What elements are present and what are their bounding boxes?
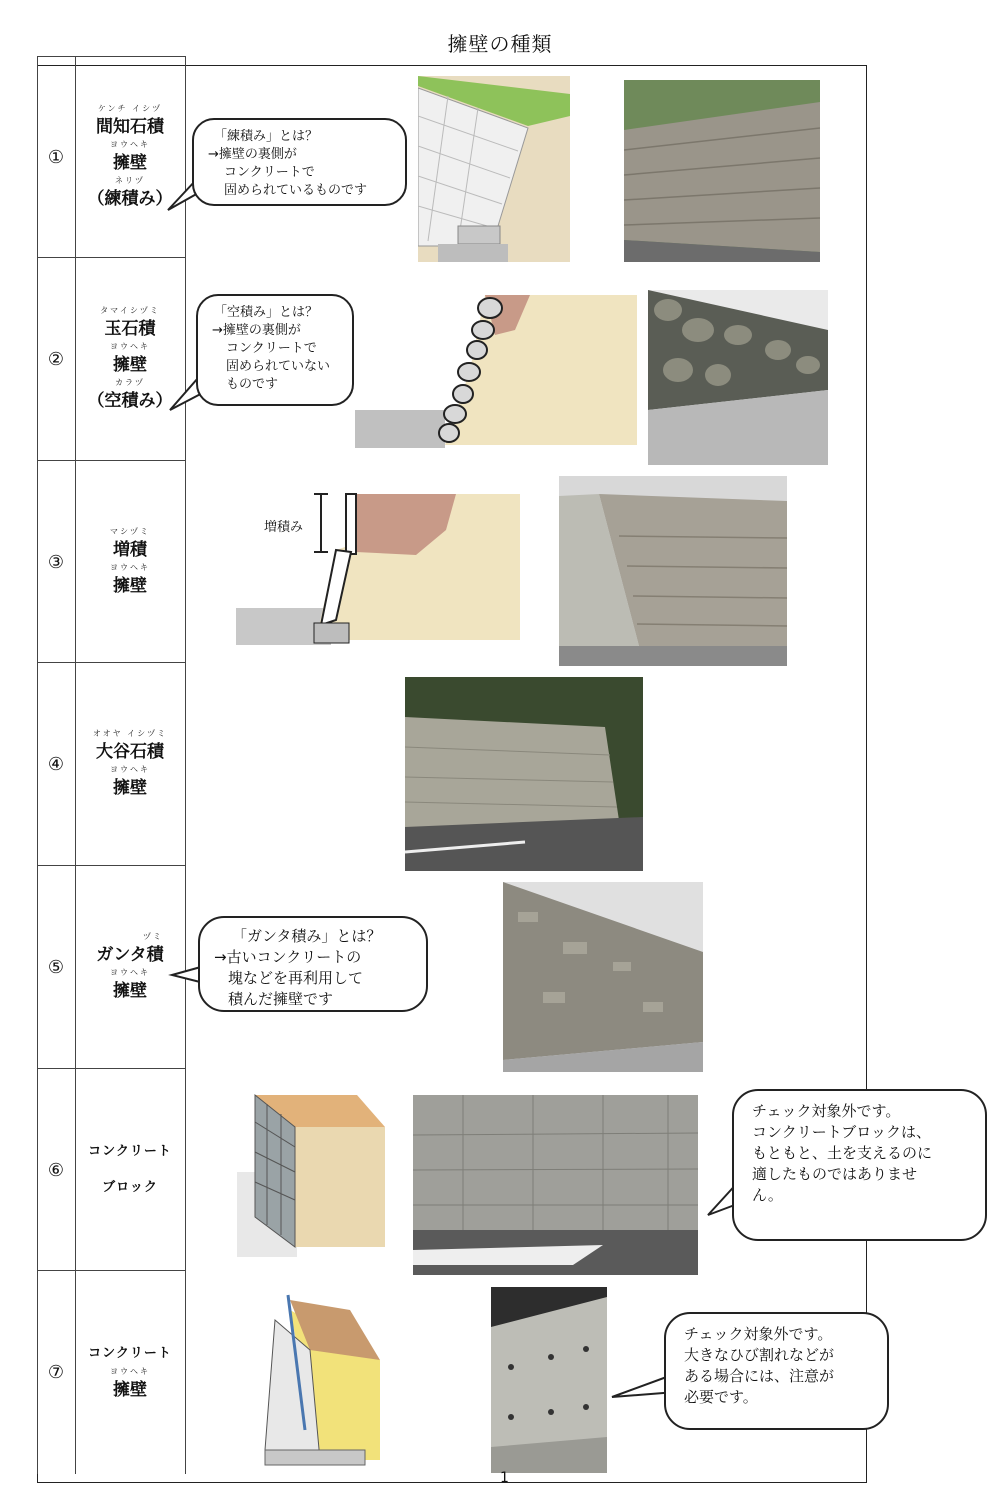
wall-type-name: ブロック <box>102 1180 158 1195</box>
callout-line: 固められているものです <box>224 183 368 198</box>
ruby-text: ヨウヘキ <box>110 342 150 351</box>
ruby-text: ケンチ イシヅ <box>97 104 163 113</box>
callout-line: 適したものではありませ <box>752 1165 918 1183</box>
ruby-text: ヅミ <box>143 932 163 941</box>
callout-concrete-note <box>664 1312 889 1430</box>
callout-line: コンクリートブロックは、 <box>752 1123 931 1141</box>
page-number: 1 <box>500 1470 509 1486</box>
callout-line: コンクリートで <box>224 165 315 180</box>
callout-line: ある場合には、注意が <box>684 1367 835 1385</box>
oya-wall-photo <box>405 677 643 871</box>
callout-line: ん。 <box>752 1186 783 1204</box>
callout-line: →古いコンクリートの <box>214 948 362 966</box>
wall-type-name: 擁壁 <box>113 778 147 798</box>
ganta-wall-photo <box>503 882 703 1072</box>
ruby-text: マシヅミ <box>110 527 150 536</box>
wall-type-name: 擁壁 <box>113 153 147 173</box>
callout-line: コンクリートで <box>226 341 317 356</box>
callout-line: 固められていない <box>226 359 331 374</box>
row-number: ⑤ <box>47 956 65 978</box>
wall-type-name: 擁壁 <box>113 576 147 596</box>
wall-type-name: 増積 <box>113 540 147 560</box>
ruby-text: ヨウヘキ <box>110 1367 150 1376</box>
row-number: ⑦ <box>47 1361 65 1383</box>
callout-line: 必要です。 <box>684 1388 758 1406</box>
page-title: 擁壁の種類 <box>447 32 553 56</box>
row-number: ③ <box>47 551 65 573</box>
tamaishi-wall-diagram <box>355 290 640 448</box>
callout-line: ものです <box>226 377 279 392</box>
callout-line: 大きなひび割れなどが <box>684 1346 835 1364</box>
wall-type-name: ガンタ積 <box>96 945 164 965</box>
wall-type-name: 大谷石積 <box>96 742 164 762</box>
callout-block-note <box>732 1089 987 1241</box>
block-wall-diagram <box>237 1092 387 1257</box>
callout-line: 「ガンタ積み」とは？ <box>232 927 382 945</box>
kenchi-wall-photo <box>624 80 820 262</box>
wall-type-name: 擁壁 <box>113 981 147 1001</box>
wall-type-subname: （練積み） <box>87 189 173 209</box>
ruby-text: ヨウヘキ <box>110 563 150 572</box>
callout-line: 積んだ擁壁です <box>228 990 334 1008</box>
callout-line: 「空積み」とは？ <box>214 305 319 320</box>
callout-line: もともと、土を支えるのに <box>752 1144 933 1162</box>
concrete-wall-diagram <box>250 1290 380 1470</box>
wall-type-name: 間知石積 <box>96 117 164 137</box>
callout-kara-zumi <box>196 294 354 406</box>
row-number: ① <box>47 146 65 168</box>
row-number: ⑥ <box>47 1159 65 1181</box>
kenchi-wall-diagram <box>418 76 570 262</box>
concrete-wall-photo <box>491 1287 607 1473</box>
block-wall-photo <box>413 1095 698 1275</box>
callout-line: →擁壁の裏側が <box>208 147 297 162</box>
ruby-text: ヨウヘキ <box>110 765 150 774</box>
callout-line: →擁壁の裏側が <box>212 323 301 338</box>
ruby-text: カラヅ <box>115 378 145 387</box>
ruby-text: ヨウヘキ <box>110 968 150 977</box>
mashizumi-wall-diagram <box>236 490 526 645</box>
callout-ganta-zumi <box>198 916 428 1012</box>
mashizumi-label: 増積み <box>264 516 303 535</box>
wall-type-name: 擁壁 <box>113 355 147 375</box>
callout-neri-zumi <box>192 118 407 206</box>
wall-type-name: コンクリート <box>88 1346 172 1361</box>
tamaishi-wall-photo <box>648 290 828 465</box>
ruby-text: タマイシヅミ <box>100 306 160 315</box>
mashizumi-wall-photo <box>559 476 787 666</box>
wall-type-subname: （空積み） <box>87 391 173 411</box>
ruby-text: オオヤ イシヅミ <box>92 729 168 738</box>
wall-type-name: 玉石積 <box>104 319 156 339</box>
wall-type-name: 擁壁 <box>113 1380 147 1400</box>
wall-type-name: コンクリート <box>88 1144 172 1159</box>
callout-line: チェック対象外です。 <box>752 1102 901 1120</box>
ruby-text: ヨウヘキ <box>110 140 150 149</box>
callout-line: 塊などを再利用して <box>228 969 364 987</box>
row-number: ④ <box>47 753 65 775</box>
callout-line: 「練積み」とは？ <box>214 129 319 144</box>
row-number: ② <box>47 348 65 370</box>
callout-line: チェック対象外です。 <box>684 1325 833 1343</box>
ruby-text: ネリヅ <box>115 176 145 185</box>
